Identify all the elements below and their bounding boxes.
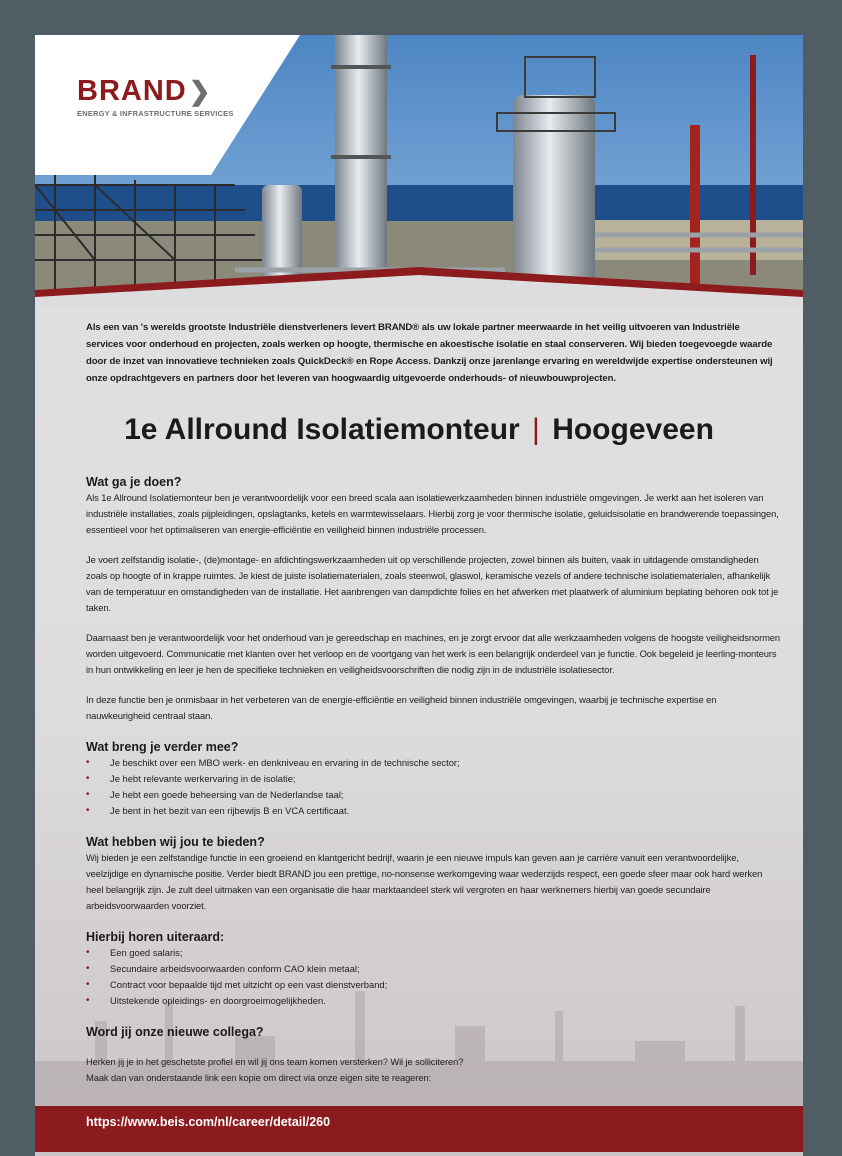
bullet-icon: • — [86, 805, 90, 816]
list-item: • Je hebt relevante werkervaring in de isolatie; — [86, 771, 781, 787]
section-heading-wat-ga-je-doen: Wat ga je doen? — [86, 475, 182, 489]
page-title — [35, 415, 803, 445]
career-link[interactable]: https://www.beis.com/nl/career/detail/260 — [86, 1115, 331, 1129]
list-item: • Uitstekende opleidings- en doorgroeimogelijkheden. — [86, 993, 781, 1009]
duties-paragraph-3: Daarnaast ben je verantwoordelijk voor het onderhoud van je gereedschap en machines, en je zorgt ervoor dat alle werkzaamheden volgens de hoogste veiligheidsnormen worden uitgevoerd. Communicatie met klanten over het verloop en de voortgang van het werk is een belangrijk onderdeel van je functie. Ook begeleid je leerling-monteurs in hun ontwikkeling en leer je hen de specifieke technieken en veiligheidsvoorschriften die nodig zijn in de industriële isolatiesector. — [86, 632, 781, 675]
list-item: • Contract voor bepaalde tijd met uitzicht op een vast dienstverband; — [86, 977, 781, 993]
duties-paragraph-1: Als 1e Allround Isolatiemonteur ben je verantwoordelijk voor een breed scala aan isolatiewerkzaamheden binnen industriële omgevingen. Je werkt aan het isoleren van industriële installaties, zoals pijpleidingen, opslagtanks, ketels en warmtewisselaars. Hierbij zorg je voor thermische isolatie, geluidsisolatie en brandwerende toepassingen, essentieel voor het optimaliseren van energie-efficiëntie en veiligheid binnen industriële processen. — [86, 492, 779, 535]
job-location: Hoogeveen — [552, 413, 714, 446]
job-title: 1e Allround Isolatiemonteur — [124, 413, 520, 446]
logo-subtitle: ENERGY & INFRASTRUCTURE SERVICES — [77, 109, 234, 118]
list-item: • Een goed salaris; — [86, 945, 781, 961]
list-item: • Secundaire arbeidsvoorwaarden conform CAO klein metaal; — [86, 961, 781, 977]
list-item: • Je beschikt over een MBO werk- en denkniveau en ervaring in de technische sector; — [86, 755, 781, 771]
logo-name: BRAND — [77, 75, 187, 107]
duties-paragraph-2: Je voert zelfstandig isolatie-, (de)montage- en afdichtingswerkzaamheden uit op verschillende projecten, zowel binnen als buiten, vaak in uitdagende omstandigheden zoals op hoogte of in krappe ruimtes. Je kiest de juiste isolatiematerialen, zoals steenwol, glaswol, keramische vezels of andere technische isolatiematerialen, afhankelijk van de temperatuur en omstandigheden van de installatie. Het aanbrengen van dampdichte folies en het afwerken met plaatwerk of aluminium beplating behoren ook tot je taken. — [86, 554, 779, 613]
apply-line-2: Maak dan van onderstaande link een kopie om direct via onze eigen site te reageren: — [86, 1072, 432, 1083]
duties-paragraph-4: In deze functie ben je onmisbaar in het verbeteren van de energie-efficiëntie en veiligheid binnen industriële omgevingen, waarbij je technische expertise en nauwkeurigheid centraal staan. — [86, 694, 717, 721]
section-heading-collega: Word jij onze nieuwe collega? — [86, 1025, 264, 1039]
intro-text: Als een van 's werelds grootste Industriële dienstverleners levert BRAND® als uw lokale partner meerwaarde in het veilig uitvoeren van Industriële services voor onderhoud en projecten, zoals werken op hoogte, thermische en akoestische isolatie en staal conserveren. Wij bieden toegevoegde waarde door de inzet van innovatieve technieken zoals QuickDeck® en Rope Access. Dankzij onze jarenlange ervaring en wereldwijde expertise ondersteunen wij onze opdrachtgevers en partners door het leveren van hoogwaardig uitgevoerde onderhouds- of nieuwbouwprojecten. — [86, 322, 773, 384]
logo-chevron-icon: ❯ — [188, 76, 212, 106]
offer-paragraph: Wij bieden je een zelfstandige functie in een groeiend en klantgericht bedrijf, waarin je een nieuwe impuls kan geven aan je carrière vanuit een verantwoordelijke, veelzijdige en dynamische positie. Verder biedt BRAND jou een prettige, no-nonsense werkomgeving waar wederzijds respect, een goede sfeer maar ook hard werken heel belangrijk zijn. Je zult deel uitmaken van een organisatie die haar marktaandeel sterk wil vergroten en haar werknemers hierbij van goede secundaire arbeidsvoorwaarden voorziet. — [86, 852, 763, 911]
section-heading-hierbij-horen: Hierbij horen uiteraard: — [86, 930, 225, 944]
list-item: • Je hebt een goede beheersing van de Nederlandse taal; — [86, 787, 781, 803]
section-heading-wat-bieden-wij: Wat hebben wij jou te bieden? — [86, 835, 265, 849]
footer-bar — [35, 1106, 803, 1152]
list-item: • Je bent in het bezit van een rijbewijs B en VCA certificaat. — [86, 803, 781, 819]
bullet-icon: • — [86, 979, 90, 990]
brand-logo — [77, 77, 234, 118]
job-flyer — [35, 35, 803, 1156]
section-heading-wat-breng-je: Wat breng je verder mee? — [86, 740, 239, 754]
bullet-icon: • — [86, 757, 90, 768]
bullet-icon: • — [86, 963, 90, 974]
requirements-list — [86, 755, 781, 819]
main-content — [86, 475, 781, 1086]
apply-line-1: Herken jij je in het geschetste profiel en wil jij ons team komen versterken? Wil je solliciteren? — [86, 1056, 464, 1067]
bullet-icon: • — [86, 995, 90, 1006]
bullet-icon: • — [86, 789, 90, 800]
bullet-icon: • — [86, 947, 90, 958]
bullet-icon: • — [86, 773, 90, 784]
title-separator: | — [532, 413, 540, 446]
benefits-list — [86, 945, 781, 1009]
